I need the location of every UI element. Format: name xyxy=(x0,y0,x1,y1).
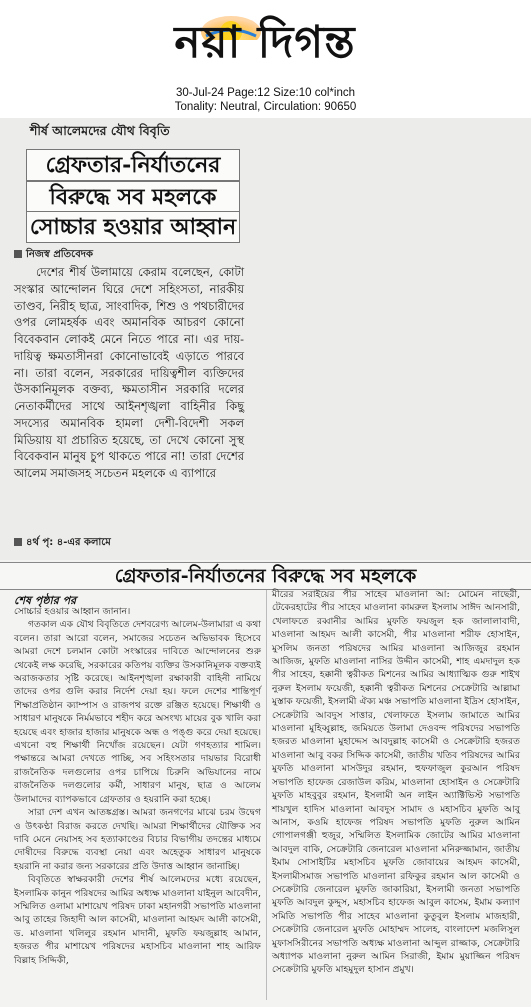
article-paragraph: বিবৃতিতে স্বাক্ষরকারী দেশের শীর্ষ আলেমদের মধ্যে রয়েছেন, ইসলামিক কানুন পরিষদের আমির অধ্যক্ষ মাওলানা যাইনুল আবেদীন, সম্মিলিত ওলামা মাশায়েখ পরিষদ ঢাকা মহানগরী সভাপতি মাওলানা আবু তাহের জিহাদী আল কাসেমী, মাওলানা আহমদ আলী কাসেমী, ড. মাওলানা খলিলুর রহমান মাদানী, মুফতি ফয়জুল্লাহ আমান, হজরত পীর মাশায়েখ পরিষদের মহাসচিব মাওলানা শাহ আরিফ বিল্লাহ সিদ্দিকী, xyxy=(14,874,261,966)
article-paragraph: মীরের সরাইয়ের পীর সাহেব মাওলানা আ: মোমেন নাছেরী, টেকেরহাটের পীর সাহেব মাওলানা কামরুল ইসলাম সাঈদ আনসারী, খেলাফতে রব্বানীর আমির মুফতি ফয়জুল হক জালালাবাদী, মাওলানা আহমদ আলী কাসেমী, পীর মাওলানা শরীফ হোসাইন, মুসলিম জনতা পরিষদের আমির মাওলানা আজিজুর রহমান আজিজ, মুফতি মাওলানা নাসির উদ্দীন কাসেমী, শাহ এমদাদুল হক পীর সাহেব, হক্কানী ত্বরীকত মিশনের আমির আধ্যাত্মিক গুরু শাইখ নুরুল ইসলাম ফয়েজী, হক্কানী ত্বরীকত মিশনের সেক্রেটারি আল্লামা মুস্তাক ফয়েজী, ইসলামী ঐক্য মঞ্চ সভাপতি মাওলানা ইদ্রিস হোসাইন, সেক্রেটারি আবদুস সাত্তার, খেলাফতে ইসলাম জামাতে আমির মাওলানা মুহিব্বুল্লাহ, জমিয়তে উলামা দেওবন্দ পরিষদের সভাপতি হজরত মাওলানা মুহাদ্দেস আবদুল্লাহ কাসেমী ও সেক্রেটারি হজরত মাওলানা আবু বকর সিদ্দিক কাসেমী, জাতীয় খতিব পরিষদের আমির মুফতি মাওলানা মাসউদুর রহমান, হুফফাজুল কুরআন পরিষদ সভাপতি হাফেজ রেজাউল করিম, মাওলানা হোসাইন ও সেক্রেটারি মুফতি মাহবুবুর রহমান, ইসলামী অন লাইন অ্যাক্টিভিস্ট সভাপতি শায়খুল হাদিস মাওলানা আবদুস সামাদ ও মহাসচিব মুফতি আবু আনাস, কওমি হাফেজ পরিষদ সভাপতি মুফতি নুরুল আমিন গোপালগঞ্জী হুজুর, সম্মিলিত ইসলামিক জোটের আমির মাওলানা আবদুল বাকি, সেক্রেটারি জেনারেল মাওলানা মনিরুজ্জামান, জাতীয় ইমাম সোসাইটির মহাসচিব মুফতি জোবায়ের আহমদ কাসেমী, ইসলামীসমাজ সভাপতি মাওলানা রফিকুর রহমান আল কাসেমী ও সেক্রেটারি জেনারেল মুফতি জাকারিয়া, ইসলামী জনতা সভাপতি মুফতি আবদুল কুদ্দুস, মহাসচিব হাফেজ আবুল কাসেম, ইমাম কল্যাণ সমিতি সভাপতি পীর সাহেব মাওলানা কুতুবুল ইসলাম মাজহারী, সেক্রেটারি জেনারেল মুফতি মোহাম্মদ সালেহ, বাংলাদেশ মজলিসুল মুফাসসিরীনের সভাপতি অধ্যক্ষ মাওলানা আব্দুল রাজ্জাক, সেক্রেটারি অধ্যাপক মাওলানা নুরুল আমিন সিরাজী, ইমাম মুয়াজ্জিন পরিষদ সেক্রেটারি মুফতি মাহমুদুল হাসান প্রমুখ। xyxy=(272,589,520,976)
continuation-headline: গ্রেফতার-নির্যাতনের বিরুদ্ধে সব মহলকে xyxy=(0,562,531,590)
kicker: শীর্ষ আলেমদের যৌথ বিবৃতি xyxy=(30,123,170,138)
clip-meta-date-size: 30-Jul-24 Page:12 Size:10 col*inch xyxy=(175,87,355,99)
headline-line-3: সোচ্চার হওয়ার আহ্বান xyxy=(26,211,240,243)
article-body-front xyxy=(14,264,244,482)
byline-text: নিজস্ব প্রতিবেদক xyxy=(26,249,94,260)
continuation-right-column xyxy=(272,588,520,977)
continued-reference xyxy=(14,535,111,552)
bullet-icon xyxy=(14,538,22,546)
article-paragraph: সারা দেশ এখন আতঙ্কগ্রস্ত। আমরা জনগণের মাঝে চরম উদ্বেগ ও উৎকণ্ঠা বিরাজ করতে দেখছি। আমরা শিক্ষার্থীদের যৌক্তিক সব দাবি মেনে নেয়াসহ সব হত্যাকাণ্ডের বিচার বিভাগীয় তদন্তের মাধ্যমে দোষীদের বিরুদ্ধে ব্যবস্থা নেয়া এবং অহেতুক সাধারণ মানুষকে হয়রানি না করার জন্য সরকারের প্রতি উদাত্ত আহ্বান জানাচ্ছি। xyxy=(14,807,261,872)
article-paragraph: সোচ্চার হওয়ার আহ্বান জানান। xyxy=(14,606,131,617)
bullet-icon xyxy=(14,250,22,258)
newspaper-logo: নয়া দিগন্ত xyxy=(174,17,356,68)
continuation-left-column xyxy=(14,605,261,967)
column-divider xyxy=(266,590,267,1000)
masthead xyxy=(0,0,531,120)
headline-line-1: গ্রেফতার-নির্যাতনের xyxy=(26,149,240,181)
article-paragraph: দেশের শীর্ষ উলামায়ে কেরাম বলেছেন, কোটা সংস্কার আন্দোলন ঘিরে দেশে সহিংসতা, নারকীয় তাণ্ডব, নিরীহ ছাত্র, সাংবাদিক, শিশু ও পথচারীদের ওপর লোমহর্ষক এবং অমানবিক আচরণ কোনো বিবেকবান লোকই মেনে নিতে পারে না। এর দায়-দায়িত্ব ক্ষমতাসীনরা কোনোভাবেই এড়াতে পারবে না। তারা বলেন, সরকারের দায়িত্বশীল ব্যক্তিদের উসকানিমূলক বক্তব্য, ক্ষমতাসীন সরকারি দলের নেতাকর্মীদের সাথে আইনশৃঙ্খলা বাহিনীর কিছু সদস্যের অমানবিক হামলা দেশী-বিদেশী সকল মিডিয়ায় যা প্রচারিত হয়েছে, তা দেখে কোনো সুস্থ বিবেকবান মানুষ চুপ থাকতে পারে না! তারা দেশের আলেম সমাজসহ সচেতন মহলকে এ ব্যাপারে xyxy=(14,265,244,480)
continued-reference-text: ৪র্থ পৃ: ৪-এর কলামে xyxy=(26,537,111,548)
headline-line-2: বিরুদ্ধে সব মহলকে xyxy=(26,181,240,213)
clip-meta-tonality: Tonality: Neutral, Circulation: 90650 xyxy=(174,101,357,113)
continued-label: শেষ পৃষ্ঠার পর xyxy=(14,594,77,607)
byline xyxy=(14,247,93,264)
article-paragraph: গতকাল এক যৌথ বিবৃতিতে দেশবরেণ্য আলেম-উলামারা এ কথা বলেন। তারা আরো বলেন, সমাজের সচেতন অভিভাবক হিসেবে আমরা দেশে চলমান কোটা সংস্কারের দাবিতে আন্দোলনের শুরু থেকেই লক্ষ করেছি, সরকারের কতিপয় ব্যক্তির উসকানিমূলক বক্তব্যই অরাজকতার সৃষ্টি করেছে। আইনশৃঙ্খলা রক্ষাকারী বাহিনী নামিয়ে তাদের ওপর গুলি করার নির্দেশ দেয়া হয়। ফলে দেশের শান্তিপূর্ণ শিক্ষাপ্রতিষ্ঠান ক্যাম্পাস ও রাজপথ রক্তে রঞ্জিত হয়েছে। শিক্ষার্থী ও সাধারণ মানুষকে নির্মমভাবে শহীদ করে অসংখ্য মায়ের বুক খালি করা হয়েছে এবং হাজার হাজার মানুষকে অন্ধ ও পঙ্গু করে দেয়া হয়েছে। এখনো বহু শিক্ষার্থী নিখোঁজ রয়েছেন। যেটা গণহত্যার শামিল। পক্ষান্তরে আমরা দেখতে পাচ্ছি, সব সহিংসতার দায়ভার বিরোধী রাজনৈতিক দলগুলোর ওপর চাপিয়ে চিরুনি অভিযানের নামে রাজনৈতিক দলগুলোর কর্মী, সাধারণ মানুষ, ছাত্র ও আলেম উলামাদের ব্যাপকভাবে গ্রেফতার ও হয়রানি করা হচ্ছে। xyxy=(14,619,261,805)
